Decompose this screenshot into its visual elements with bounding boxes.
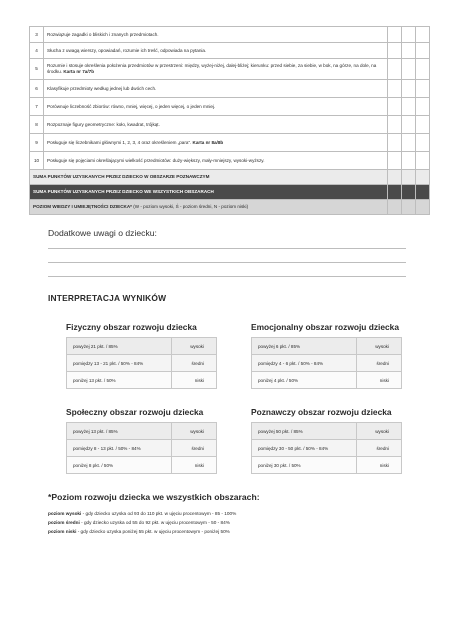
row-text: Rozwiązuje zagadki o bliskich i znanych przedmiotach. (44, 27, 388, 43)
emotional-area-block (251, 322, 402, 389)
footnote-line: poziom średni - gdy dziecko uzyska od 55 do 92 pkt. w ujęciu procentowym - 50 - 84% (48, 520, 230, 525)
range-cell: pomiędzy 13 - 21 pkt. / 50% - 84% (67, 355, 172, 372)
range-cell: poniżej 13 pkt. / 50% (67, 372, 172, 389)
table-row (67, 423, 217, 440)
table-row (30, 152, 430, 170)
row-text: Porównuje liczebność zbiorów: równo, mniej, więcej, o jeden więcej, o jeden mniej. (44, 98, 388, 116)
level-legend: (W - poziom wysoki, Ś - poziom średni, N - poziom niski) (133, 204, 249, 210)
checkbox-cell[interactable] (416, 43, 430, 59)
table-row (252, 423, 402, 440)
level-cell: wysoki (172, 338, 217, 355)
range-cell: powyżej 6 pkt. / 85% (252, 338, 357, 355)
checkbox-cell[interactable] (416, 98, 430, 116)
row-text: Posługuje się pojęciami określającymi wielkość przedmiotów: duży-większy, mały-mniejszy, wysoki-wyższy. (44, 152, 388, 170)
score-cell[interactable] (388, 200, 402, 215)
skills-table (29, 26, 430, 215)
range-cell: pomiędzy 8 - 13 pkt. / 50% - 84% (67, 440, 172, 457)
score-cell[interactable] (416, 170, 430, 185)
table-row (67, 372, 217, 389)
level-cell: wysoki (357, 338, 402, 355)
footnote-line: poziom niski - gdy dziecko uzyska poniżej 55 pkt. w ujęciu procentowym - poniżej 50% (48, 529, 230, 534)
cognitive-area-block (251, 407, 402, 474)
range-cell: powyżej 13 pkt. / 85% (67, 423, 172, 440)
checkbox-cell[interactable] (416, 116, 430, 134)
score-range-table (251, 422, 402, 474)
checkbox-cell[interactable] (388, 27, 402, 43)
table-row (252, 355, 402, 372)
row-text: Rozpoznaje figury geometryczne: koło, kwadrat, trójkąt. (44, 116, 388, 134)
table-row (30, 116, 430, 134)
table-row (67, 355, 217, 372)
score-range-table (66, 337, 217, 389)
sum-all-label: SUMA PUNKTÓW UZYSKANYCH PRZEZ DZIECKO WE WSZYSTKICH OBSZARACH (30, 185, 388, 200)
table-row (252, 372, 402, 389)
sum-all-row (30, 185, 430, 200)
table-row (30, 80, 430, 98)
table-row (252, 338, 402, 355)
range-cell: powyżej 50 pkt. / 85% (252, 423, 357, 440)
table-row (67, 338, 217, 355)
checkbox-cell[interactable] (416, 59, 430, 80)
footnote-line: poziom wysoki - gdy dziecko uzyska od 93 do 110 pkt. w ujęciu procentowym - 85 - 100% (48, 511, 237, 516)
range-cell: poniżej 30 pkt. / 50% (252, 457, 357, 474)
footnote-title: *Poziom rozwoju dziecka we wszystkich obszarach: (48, 492, 260, 502)
table-row (30, 134, 430, 152)
range-cell: powyżej 21 pkt. / 85% (67, 338, 172, 355)
row-number: 4 (30, 43, 44, 59)
card-reference: Karta nr 8a/8b (192, 139, 224, 145)
checkbox-cell[interactable] (416, 27, 430, 43)
checkbox-cell[interactable] (402, 98, 416, 116)
range-cell: pomiędzy 4 - 6 pkt. / 50% - 84% (252, 355, 357, 372)
note-line[interactable] (48, 248, 406, 249)
level-cell: niski (357, 457, 402, 474)
checkbox-cell[interactable] (402, 27, 416, 43)
score-cell[interactable] (416, 200, 430, 215)
row-number: 7 (30, 98, 44, 116)
level-cell: niski (172, 457, 217, 474)
interpretation-title: INTERPRETACJA WYNIKÓW (48, 293, 167, 303)
level-cell: średni (357, 440, 402, 457)
score-range-table (66, 422, 217, 474)
checkbox-cell[interactable] (416, 134, 430, 152)
range-cell: pomiędzy 30 - 50 pkt. / 50% - 84% (252, 440, 357, 457)
checkbox-cell[interactable] (388, 59, 402, 80)
social-area-block (66, 407, 217, 474)
checkbox-cell[interactable] (388, 116, 402, 134)
table-row (30, 98, 430, 116)
level-cell: średni (357, 355, 402, 372)
range-cell: poniżej 8 pkt. / 50% (67, 457, 172, 474)
note-line[interactable] (48, 276, 406, 277)
level-cell: wysoki (172, 423, 217, 440)
table-row (252, 440, 402, 457)
note-line[interactable] (48, 262, 406, 263)
level-cell: wysoki (357, 423, 402, 440)
checkbox-cell[interactable] (402, 152, 416, 170)
checkbox-cell[interactable] (388, 43, 402, 59)
block-title: Emocjonalny obszar rozwoju dziecka (251, 322, 399, 332)
score-cell[interactable] (402, 200, 416, 215)
row-number: 8 (30, 116, 44, 134)
checkbox-cell[interactable] (402, 134, 416, 152)
row-number: 3 (30, 27, 44, 43)
level-cell: niski (172, 372, 217, 389)
score-cell[interactable] (416, 185, 430, 200)
score-cell[interactable] (402, 185, 416, 200)
checkbox-cell[interactable] (388, 152, 402, 170)
table-row (30, 59, 430, 80)
row-text: Rozumie i stosuje określenia położenia przedmiotów w przestrzeni: między, wyżej-niżej, dalej-bliżej; kierunku: przed siebie, za siebie, w bok, na górze, na dole, na środku. Karta nr 7a/7b (44, 59, 388, 80)
level-cell: średni (172, 440, 217, 457)
checkbox-cell[interactable] (388, 80, 402, 98)
checkbox-cell[interactable] (402, 59, 416, 80)
checkbox-cell[interactable] (402, 80, 416, 98)
score-cell[interactable] (388, 170, 402, 185)
row-text: Słucha z uwagą wierszy, opowiadań, rozumie ich treść, odpowiada na pytania. (44, 43, 388, 59)
notes-title: Dodatkowe uwagi o dziecku: (48, 228, 157, 238)
checkbox-cell[interactable] (388, 134, 402, 152)
level-cell: niski (357, 372, 402, 389)
range-cell: poniżej 4 pkt. / 50% (252, 372, 357, 389)
level-cell: średni (172, 355, 217, 372)
block-title: Fizyczny obszar rozwoju dziecka (66, 322, 197, 332)
table-row (67, 457, 217, 474)
level-label: POZIOM WIEDZY I UMIEJĘTNOŚCI DZIECKA* (W - poziom wysoki, Ś - poziom średni, N - poziom niski) (30, 200, 388, 215)
row-number: 6 (30, 80, 44, 98)
table-row (67, 440, 217, 457)
table-row (30, 27, 430, 43)
sum-area-label: SUMA PUNKTÓW UZYSKANYCH PRZEZ DZIECKO W OBSZARZE POZNAWCZYM (30, 170, 388, 185)
score-cell[interactable] (402, 170, 416, 185)
row-number: 5 (30, 59, 44, 80)
block-title: Poznawczy obszar rozwoju dziecka (251, 407, 392, 417)
checkbox-cell[interactable] (416, 80, 430, 98)
checkbox-cell[interactable] (402, 43, 416, 59)
checkbox-cell[interactable] (388, 98, 402, 116)
score-cell[interactable] (388, 185, 402, 200)
row-number: 10 (30, 152, 44, 170)
level-row (30, 200, 430, 215)
card-reference: Karta nr 7a/7b (63, 69, 94, 74)
score-range-table (251, 337, 402, 389)
checkbox-cell[interactable] (402, 116, 416, 134)
table-row (30, 43, 430, 59)
row-text: Klasyfikuje przedmioty według jednej lub dwóch cech. (44, 80, 388, 98)
checkbox-cell[interactable] (416, 152, 430, 170)
row-text: Posługuje się liczebnikami głównymi 1, 2, 3, 4 oraz określeniem „para”. Karta nr 8a/8b (44, 134, 388, 152)
row-number: 9 (30, 134, 44, 152)
table-row (252, 457, 402, 474)
sum-area-row (30, 170, 430, 185)
physical-area-block (66, 322, 217, 389)
block-title: Społeczny obszar rozwoju dziecka (66, 407, 204, 417)
